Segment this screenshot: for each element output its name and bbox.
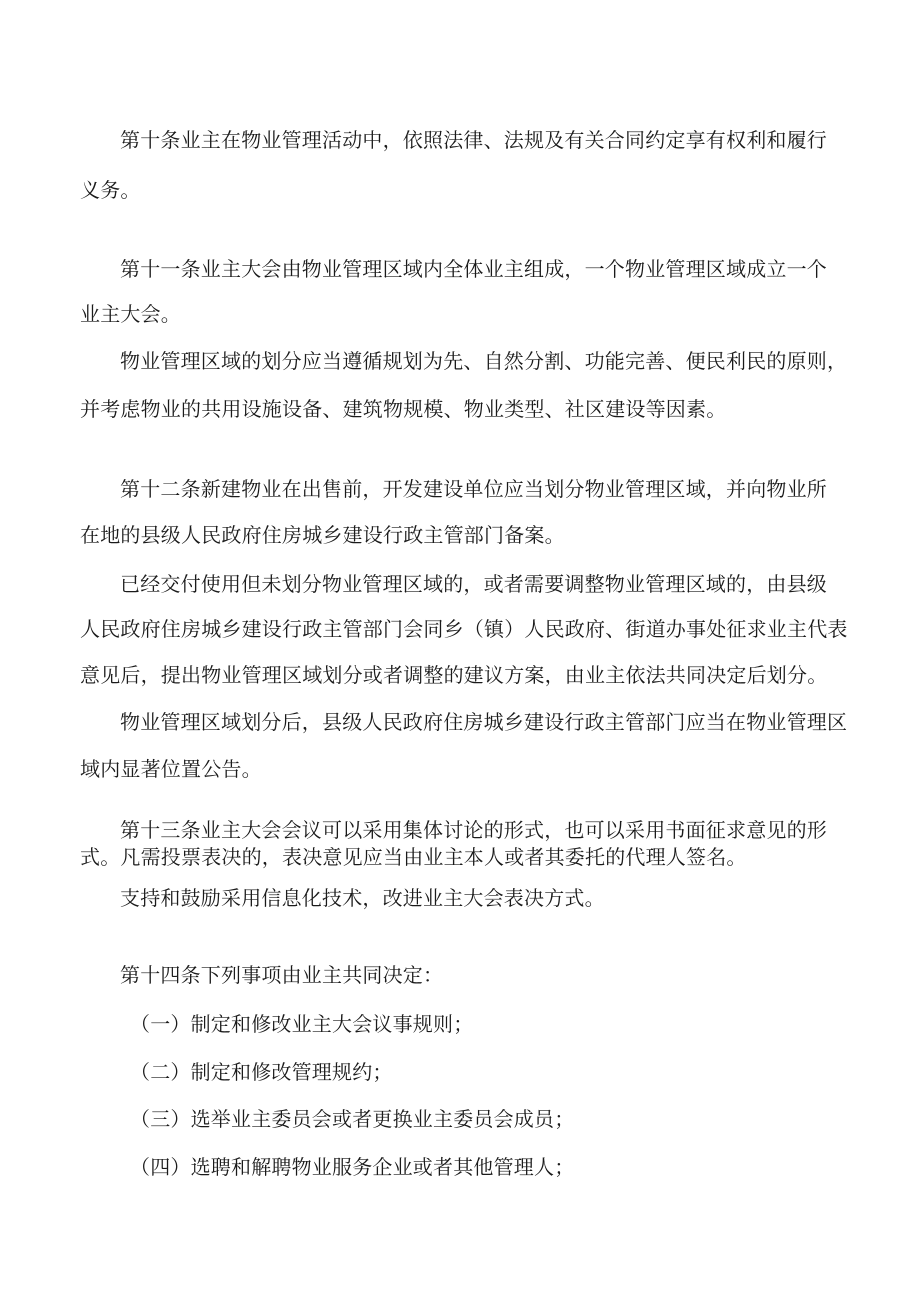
article-12-para-3-line-2: 域内显著位置公告。	[80, 757, 262, 781]
article-12-line-2: 在地的县级人民政府住房城乡建设行政主管部门备案。	[80, 523, 565, 547]
article-10-line-2: 义务。	[80, 178, 141, 202]
article-13-line-2: 式。凡需投票表决的，表决意见应当由业主本人或者其委托的代理人签名。	[80, 845, 747, 869]
article-11-line-2: 业主大会。	[80, 302, 181, 326]
article-13-para-2-line-1: 支持和鼓励采用信息化技术，改进业主大会表决方式。	[120, 886, 605, 910]
article-14-item-3: （三）选举业主委员会或者更换业主委员会成员；	[130, 1107, 575, 1131]
article-12-para-2-line-2: 人民政府住房城乡建设行政主管部门会同乡（镇）人民政府、街道办事处征求业主代表	[80, 617, 848, 641]
article-11-para-2-line-2: 并考虑物业的共用设施设备、建筑物规模、物业类型、社区建设等因素。	[80, 397, 727, 421]
article-14-item-2: （二）制定和修改管理规约；	[130, 1060, 393, 1084]
article-12-para-2-line-1: 已经交付使用但未划分物业管理区域的，或者需要调整物业管理区域的，由县级	[120, 572, 827, 596]
article-14-item-1: （一）制定和修改业主大会议事规则；	[130, 1012, 474, 1036]
article-13-line-1: 第十三条业主大会会议可以采用集体讨论的形式，也可以采用书面征求意见的形	[120, 818, 827, 842]
article-11-line-1: 第十一条业主大会由物业管理区域内全体业主组成，一个物业管理区域成立一个	[120, 257, 827, 281]
article-14-intro: 第十四条下列事项由业主共同决定：	[120, 963, 444, 987]
article-10-line-1: 第十条业主在物业管理活动中，依照法律、法规及有关合同约定享有权利和履行	[120, 128, 827, 152]
article-11-para-2-line-1: 物业管理区域的划分应当遵循规划为先、自然分割、功能完善、便民利民的原则，	[120, 349, 848, 373]
article-12-line-1: 第十二条新建物业在出售前，开发建设单位应当划分物业管理区域，并向物业所	[120, 477, 827, 501]
article-14-item-4: （四）选聘和解聘物业服务企业或者其他管理人；	[130, 1155, 575, 1179]
article-12-para-2-line-3: 意见后，提出物业管理区域划分或者调整的建议方案，由业主依法共同决定后划分。	[80, 663, 828, 687]
article-12-para-3-line-1: 物业管理区域划分后，县级人民政府住房城乡建设行政主管部门应当在物业管理区	[120, 710, 848, 734]
